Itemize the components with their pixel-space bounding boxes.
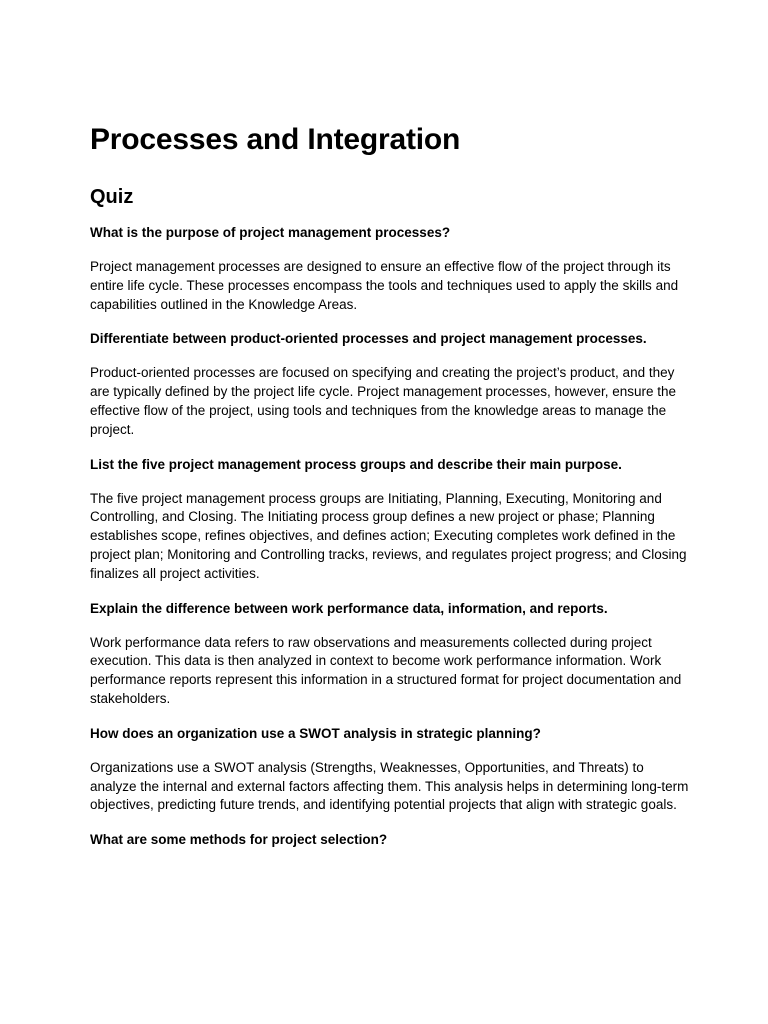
qa-item: [90, 330, 690, 439]
question-text: List the five project management process groups and describe their main purpose.: [90, 456, 622, 472]
answer-text: Work performance data refers to raw observations and measurements collected during project execution. This data is then analyzed in context to become work performance information. Work performance reports represent this information in a structured format for project documentation and stakeholders.: [90, 634, 682, 706]
answer-text: Project management processes are designed to ensure an effective flow of the project through its entire life cycle. These processes encompass the tools and techniques used to apply the skills and capabilities outlined in the Knowledge Areas.: [90, 259, 679, 312]
question-text: Differentiate between product-oriented processes and project management processes.: [90, 331, 647, 347]
answer-text: Organizations use a SWOT analysis (Strengths, Weaknesses, Opportunities, and Threats) to analyze the internal and external factors affecting them. This analysis helps in determining long-term objectives, predicting future trends, and identifying potential projects that align with strategic goals.: [90, 759, 689, 813]
question-text: What is the purpose of project management processes?: [90, 225, 451, 240]
qa-item: [90, 831, 690, 849]
question-text: Explain the difference between work performance data, information, and reports.: [90, 600, 608, 616]
answer-text: Product-oriented processes are focused on specifying and creating the project’s product, and they are typically defined by the project life cycle. Project management processes, however, ensure the effective flow of the project, using tools and techniques from the knowledge areas to manage the project.: [90, 365, 677, 437]
qa-item: [90, 456, 690, 584]
qa-item: [90, 725, 690, 815]
question-text: How does an organization use a SWOT analysis in strategic planning?: [90, 725, 541, 741]
qa-item: [90, 600, 690, 709]
qa-item: [90, 224, 690, 314]
page-title: Processes and Integration: [90, 123, 461, 156]
answer-text: The five project management process groups are Initiating, Planning, Executing, Monitoring and Controlling, and Closing. The Initiating process group defines a new project or phase; Planning establishes scope, refines objectives, and defines action; Executing completes work defined in the project plan; Monitoring and Controlling tracks, reviews, and regulates project progress; and Closing finalizes all project activities.: [90, 490, 687, 581]
document-page: [90, 120, 690, 849]
question-text: What are some methods for project selection?: [90, 832, 388, 848]
section-heading: Quiz: [90, 186, 134, 208]
